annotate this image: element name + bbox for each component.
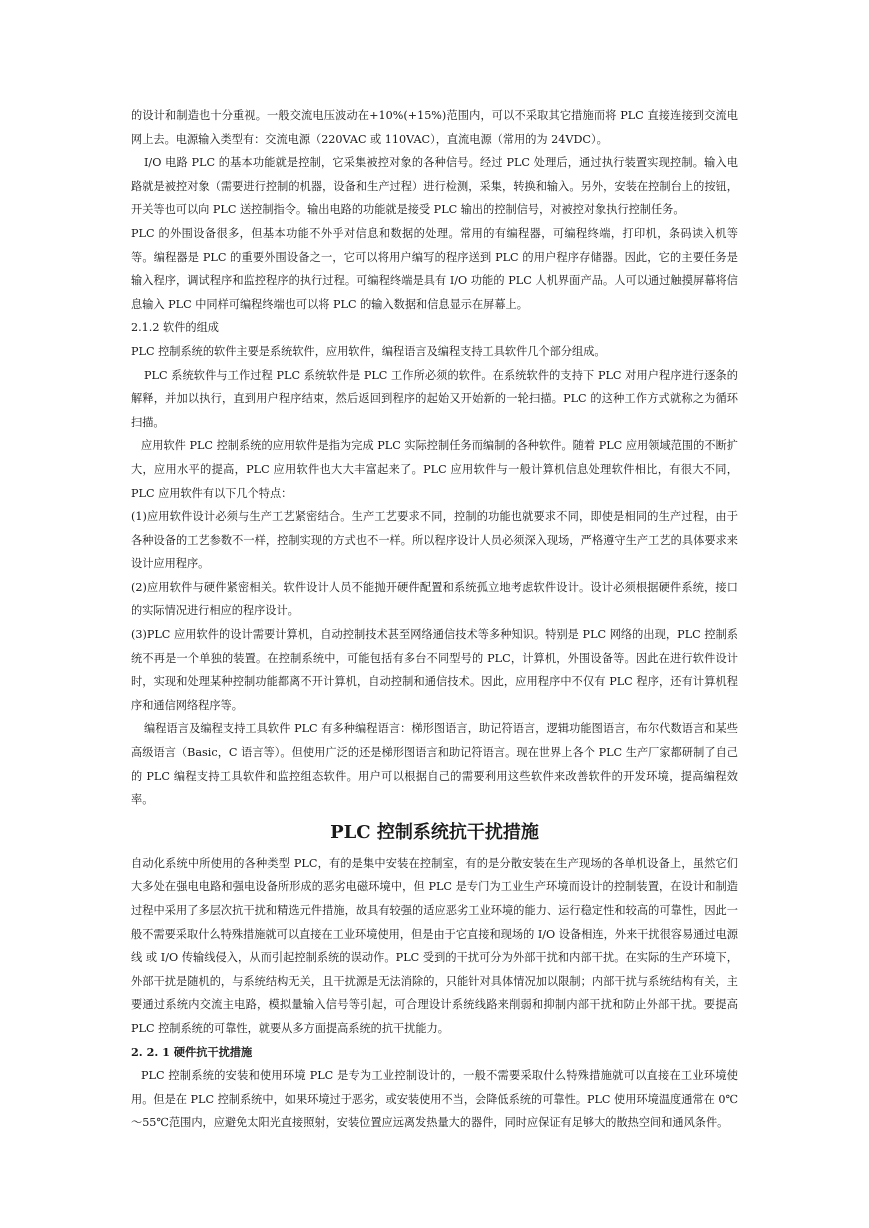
paragraph-power-supply: 的设计和制造也十分重视。一般交流电压波动在+10%(+15%)范围内，可以不采取其它措施而将 PLC 直接连接到交流电网上去。电源输入类型有：交流电源（220VAC 或 110VAC），直流电源（常用的为 24VDC）。 <box>131 109 738 146</box>
subsection-title: 2. 2. 1 硬件抗干扰措施 <box>131 1044 253 1059</box>
paragraph-software-overview: PLC 控制系统的软件主要是系统软件，应用软件，编程语言及编程支持工具软件几个部分组成。 <box>131 344 606 358</box>
paragraph-feature-2: (2)应用软件与硬件紧密相关。软件设计人员不能抛开硬件配置和系统孤立地考虑软件设计。设计必须根据硬件系统，接口的实际情况进行相应的程序设计。 <box>131 580 738 618</box>
paragraph-programming-languages: 编程语言及编程支持工具软件 PLC 有多种编程语言：梯形图语言，助记符语言，逻辑功能图语言，布尔代数语言和某些高级语言（Basic，C 语言等）。但使用广泛的还是梯形图语言和助记符语言。现在世界上各个 PLC 生产厂家都研制了自己的 PLC 编程支持工具软件和监控组态软件。用户可以根据自己的需要利用这些软件来改善软件的开发环境，提高编程效率。 <box>131 722 738 807</box>
paragraph-system-software: PLC 系统软件与工作过程 PLC 系统软件是 PLC 工作所必须的软件。在系统软件的支持下 PLC 对用户程序进行逐条的解释，并加以执行，直到用户程序结束，然后返回到程序的起始又开始新的一轮扫描。PLC 的这种工作方式就称之为循环扫描。 <box>131 368 738 429</box>
paragraph-installation-environment: PLC 控制系统的安装和使用环境 PLC 是专为工业控制设计的，一般不需要采取什么特殊措施就可以直接在工业环境使用。但是在 PLC 控制系统中，如果环境过于恶劣，或安装使用不当，会降低系统的可靠性。PLC 使用环境温度通常在 0℃ ～55℃范围内，应避免太阳光直接照射，安装位置应远离发热量大的器件，同时应保证有足够大的散热空间和通风条件。 <box>131 1069 738 1130</box>
paragraph-feature-1: (1)应用软件设计必须与生产工艺紧密结合。生产工艺要求不同，控制的功能也就要求不同，即使是相同的生产过程，由于各种设备的工艺参数不一样，控制实现的方式也不一样。所以程序设计人员必须深入现场，严格遵守生产工艺的具体要求来设计应用程序。 <box>131 510 738 571</box>
document-page <box>131 104 738 1135</box>
paragraph-feature-3: (3)PLC 应用软件的设计需要计算机，自动控制技术甚至网络通信技术等多种知识。特别是 PLC 网络的出现，PLC 控制系统不再是一个单独的装置。在控制系统中，可能包括有多台不同型号的 PLC，计算机，外围设备等。因此在进行软件设计时，实现和处理某种控制功能都离不开计算机，自动控制和通信技术。因此，应用程序中不仅有 PLC 程序，还有计算机程序和通信网络程序等。 <box>131 628 738 712</box>
subheading-software-composition: 2.1.2 软件的组成 <box>131 321 219 335</box>
section-title: PLC 控制系统抗干扰措施 <box>330 821 539 843</box>
paragraph-application-software: 应用软件 PLC 控制系统的应用软件是指为完成 PLC 实际控制任务而编制的各种软件。随着 PLC 应用领域范围的不断扩大，应用水平的提高，PLC 应用软件也大大丰富起来了。PLC 应用软件与一般计算机信息处理软件相比，有很大不同，PLC 应用软件有以下几个特点： <box>131 439 738 500</box>
paragraph-io-circuit: I/O 电路 PLC 的基本功能就是控制，它采集被控对象的各种信号。经过 PLC 处理后，通过执行装置实现控制。输入电路就是被控对象（需要进行控制的机器，设备和生产过程）进行检测，采集，转换和输入。另外，安装在控制台上的按钮，开关等也可以向 PLC 送控制指令。输出电路的功能就是接受 PLC 输出的控制信号，对被控对象执行控制任务。 <box>131 156 738 217</box>
paragraph-peripherals: PLC 的外围设备很多，但基本功能不外乎对信息和数据的处理。常用的有编程器，可编程终端，打印机，条码读入机等等。编程器是 PLC 的重要外围设备之一，它可以将用户编写的程序送到 PLC 的用户程序存储器。因此，它的主要任务是输入程序，调试程序和监控程序的执行过程。可编程终端是具有 I/O 功能的 PLC 人机界面产品。人可以通过触摸屏幕将信息输入 PLC 中同样可编程终端也可以将 PLC 的输入数据和信息显示在屏幕上。 <box>131 226 738 311</box>
paragraph-interference-overview: 自动化系统中所使用的各种类型 PLC，有的是集中安装在控制室，有的是分散安装在生产现场的各单机设备上，虽然它们大多处在强电电路和强电设备所形成的恶劣电磁环境中，但 PLC 是专门为工业生产环境而设计的控制装置，在设计和制造过程中采用了多层次抗干扰和精选元件措施，故具有较强的适应恶劣工业环境的能力、运行稳定性和较高的可靠性，因此一般不需要采取什么特殊措施就可以直接在工业环境使用，但是由于它直接和现场的 I/O 设备相连，外来干扰很容易通过电源线 或 I/O 传输线侵入，从而引起控制系统的误动作。PLC 受到的干扰可分为外部干扰和内部干扰。在实际的生产环境下，外部干扰是随机的，与系统结构无关，且干扰源是无法消除的，只能针对具体情况加以限制；内部干扰与系统结构有关，主要通过系统内交流主电路，模拟量输入信号等引起，可合理设计系统线路来削弱和抑制内部干扰和防止外部干扰。要提高 PLC 控制系统的可靠性，就要从多方面提高系统的抗干扰能力。 <box>131 856 738 1035</box>
